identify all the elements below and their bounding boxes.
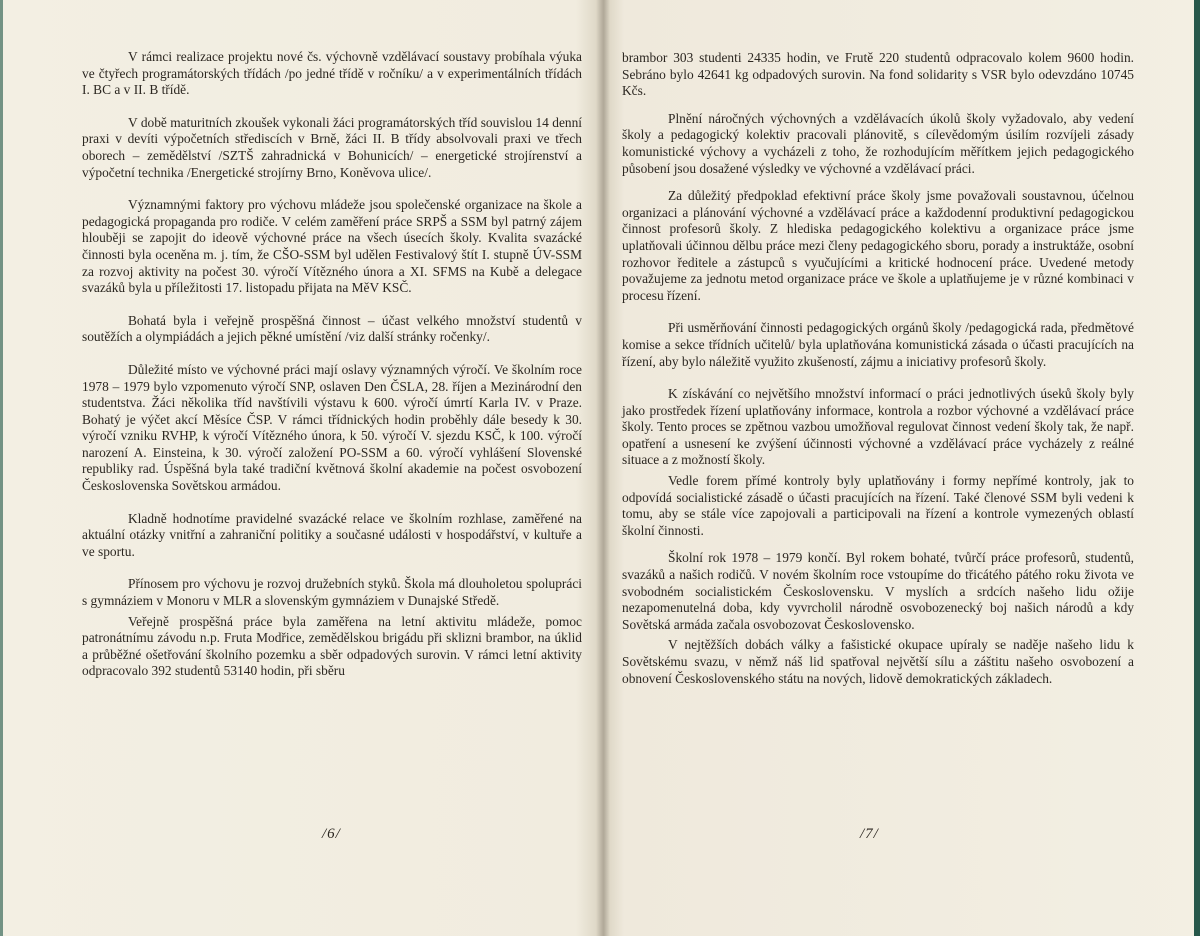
right-page-text	[622, 50, 1134, 687]
page-number: /7/	[860, 826, 879, 842]
paragraph: Při usměrňování činnosti pedagogických orgánů školy /pedagogická rada, předmětové komise a sekce třídních učitelů/ byla uplatňována komunistická zásada o účasti pracujících na řízení, aby bylo náležitě využito zkušeností, zájmu a iniciativy profesorů školy.	[622, 320, 1134, 369]
paragraph: Veřejně prospěšná práce byla zaměřena na letní aktivitu mládeže, pomoc patronátnímu závodu n.p. Fruta Modřice, zemědělskou brigádu při sklizni brambor, na úklid a průběžné ošetřování školního pozemku a sběr odpadových surovin. V rámci letní aktivity odpracovalo 392 studentů 53140 hodin, při sběru	[82, 613, 582, 679]
left-page	[0, 0, 598, 936]
paragraph: Plnění náročných výchovných a vzdělávacích úkolů školy vyžadovalo, aby vedení školy a pedagogický kolektiv pracovali plánovitě, s cílevědomým úsilím rozvíjeli zásady komunistické výchovy a vycházeli z toho, že rozhodujícím měřítkem jejich pedagogického působení jsou dosažené výsledky ve výchovné a vzdělávací práci.	[622, 110, 1134, 176]
paragraph: brambor 303 studenti 24335 hodin, ve Frutě 220 studentů odpracovalo kolem 9600 hodin. Sebráno bylo 42641 kg odpadových surovin. Na fond solidarity s VSR bylo odevzdáno 10745 Kčs.	[622, 50, 1134, 99]
paragraph: V nejtěžších dobách války a fašistické okupace upíraly se naděje našeho lidu k Sovětskému svazu, v němž náš lid spatřoval největší sílu a záštitu našeho osvobození a obnovení Československého státu na nových, lidově demokratických základech.	[622, 637, 1134, 686]
cover-edge-right	[1194, 0, 1200, 936]
paragraph: V rámci realizace projektu nové čs. výchovně vzdělávací soustavy probíhala výuka ve čtyřech programátorských třídách /po jedné třídě v ročníku/ a v experimentálních třídách I. BC a v II. B třídě.	[82, 49, 582, 98]
paragraph: Důležité místo ve výchovné práci mají oslavy významných výročí. Ve školním roce 1978 – 1979 bylo vzpomenuto výročí SNP, oslaven Den ČSLA, 28. říjen a Mezinárodní den studentstva. Žáci několika tříd navštívili výstavu k 600. výročí úmrtí Karla IV. v Praze. Bohatý je výčet akcí Měsíce ČSP. V rámci třídnických hodin proběhly dále besedy k 30. výročí vzniku RVHP, k výročí Vítězného února, k 50. výročí V. sjezdu KSČ, k 100. výročí narození A. Einsteina, k 30. výročí založení PO-SSM a 60. výročí vyhlášení Slovenské republiky rad. Úspěšná byla také tradiční květnová školní akademie na počest osvobození Československa Sovětskou armádou.	[82, 361, 582, 494]
paragraph: Přínosem pro výchovu je rozvoj družebních styků. Škola má dlouholetou spolupráci s gymnáziem v Monoru v MLR a slovenským gymnáziem v Dunajské Středě.	[82, 576, 582, 609]
page-number: /6/	[322, 826, 341, 842]
left-page-text	[82, 49, 582, 680]
right-page	[606, 0, 1194, 936]
paragraph: K získávání co největšího množství informací o práci jednotlivých úseků školy byly jako prostředek řízení uplatňovány informace, kontrola a rozbor výchovné a vzdělávací práce školy. Tento proces se zpětnou vazbou umožňoval regulovat činnost vedení školy tak, že např. opatření a usnesení ke zvýšení účinnosti výchovné a vzdělávací práce vycházely z reálné situace a z možností školy.	[622, 386, 1134, 468]
paragraph: Školní rok 1978 – 1979 končí. Byl rokem bohaté, tvůrčí práce profesorů, studentů, svazáků a našich rodičů. V novém školním roce vstoupíme do třicátého pátého roku života ve svobodném socialistickém Československu. V myslích a srdcích našeho lidu ožije nezapomenutelná doba, kdy vyvrcholil národně osvobozenecký boj našich národů a kdy Sovětská armáda začala osvobozovat Československo.	[622, 550, 1134, 632]
paragraph: Za důležitý předpoklad efektivní práce školy jsme považovali soustavnou, účelnou organizaci a plánování výchovné a vzdělávací práce a každodenní produktivní pedagogickou činnost profesorů školy. Z hlediska pedagogického kolektivu a organizace práce jsme uplatňovali účinnou dělbu práce mezi členy pedagogického sboru, porady a instruktáže, osobní rozhovor ředitele a zástupců s vyučujícími a kritické hodnocení práce. Uvedené metody považujeme za jednotu metod organizace práce ve škole a uplatňujeme je v různé kombinaci v procesu řízení.	[622, 188, 1134, 303]
paragraph: Bohatá byla i veřejně prospěšná činnost – účast velkého množství studentů v soutěžích a olympiádách a jejich pěkné umístění /viz další stránky ročenky/.	[82, 312, 582, 345]
paragraph: Významnými faktory pro výchovu mládeže jsou společenské organizace na škole a pedagogická propaganda pro rodiče. V celém zaměření práce SRPŠ a SSM byl patrný zájem hlouběji se zapojit do ideově výchovné práce na všech úsecích školy. Kvalita svazácké činnosti byla oceněna m. j. tím, že CŠO-SSM byl udělen Festivalový štít I. stupně ÚV-SSM za rozvoj aktivity na počest 30. výročí Vítězného února a XI. SFMS na Kubě a delegace svazáků byla u příležitosti 17. listopadu přijata na MěV KSČ.	[82, 197, 582, 296]
paragraph: Vedle forem přímé kontroly byly uplatňovány i formy nepřímé kontroly, jak to odpovídá socialistické zásadě o účasti pracujících na řízení. Také členové SSM byli vedeni k tomu, aby se stále více zapojovali a participovali na řízení a kontrole vymezených oblastí školní činnosti.	[622, 473, 1134, 538]
paragraph: Kladně hodnotíme pravidelné svazácké relace ve školním rozhlase, zaměřené na aktuální otázky vnitřní a zahraniční politiky a současné události v hospodářství, v kultuře a ve sportu.	[82, 510, 582, 559]
paragraph: V době maturitních zkoušek vykonali žáci programátorských tříd souvislou 14 denní praxi v devíti výpočetních střediscích v Brně, žáci II. B třídy absolvovali praxi ve třech oborech – zemědělství /SZTŠ zahradnická v Bohunicích/ – energetické strojírenství a výpočetní technika /Energetické strojírny Brno, Koněvova ulice/.	[82, 114, 582, 180]
